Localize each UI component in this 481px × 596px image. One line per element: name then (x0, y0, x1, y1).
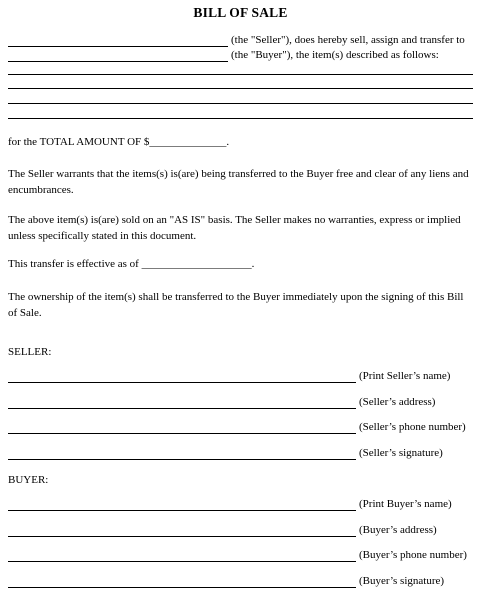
buyer-name-label: (Print Buyer’s name) (359, 498, 452, 510)
seller-name-field[interactable] (8, 382, 356, 383)
seller-phone-field[interactable] (8, 433, 356, 434)
seller-signature-field[interactable] (8, 459, 356, 460)
item-description-line[interactable] (8, 88, 473, 89)
item-description-line[interactable] (8, 103, 473, 104)
as-is-paragraph: The above item(s) is(are) sold on an "AS IS" basis. The Seller makes no warranties, express or implied unless specifically stated in this document. (8, 214, 461, 242)
effective-date-label: This transfer is effective as of (8, 258, 139, 270)
total-amount-label: for the TOTAL AMOUNT OF $ (8, 136, 150, 148)
seller-intro-text: (the "Seller"), does hereby sell, assign and transfer to (231, 34, 465, 46)
seller-name-label: (Print Seller’s name) (359, 370, 451, 382)
seller-address-label: (Seller’s address) (359, 396, 436, 408)
buyer-phone-label: (Buyer’s phone number) (359, 549, 467, 561)
buyer-heading: BUYER: (8, 474, 49, 486)
document-title: BILL OF SALE (193, 5, 288, 20)
warranty-paragraph: The Seller warrants that the items(s) is(are) being transferred to the Buyer free and clear of any liens and encumbrances. (8, 168, 469, 196)
total-amount-blank[interactable]: ______________ (149, 136, 227, 148)
item-description-line[interactable] (8, 74, 473, 75)
buyer-name-field[interactable] (8, 510, 356, 511)
seller-heading: SELLER: (8, 346, 52, 358)
seller-address-field[interactable] (8, 408, 356, 409)
effective-date-period: . (251, 258, 255, 270)
seller-signature-label: (Seller’s signature) (359, 447, 443, 459)
buyer-intro-text: (the "Buyer"), the item(s) described as follows: (231, 49, 439, 61)
effective-date-line (8, 258, 254, 270)
buyer-address-field[interactable] (8, 536, 356, 537)
buyer-phone-field[interactable] (8, 561, 356, 562)
total-amount-period: . (226, 136, 230, 148)
seller-name-blank[interactable] (8, 46, 228, 47)
buyer-signature-field[interactable] (8, 587, 356, 588)
buyer-address-label: (Buyer’s address) (359, 524, 437, 536)
total-amount-line (8, 136, 229, 148)
buyer-signature-label: (Buyer’s signature) (359, 575, 445, 587)
seller-phone-label: (Seller’s phone number) (359, 421, 466, 433)
item-description-line[interactable] (8, 118, 473, 119)
ownership-paragraph: The ownership of the item(s) shall be transferred to the Buyer immediately upon the signing of this Bill of Sale. (8, 291, 464, 319)
effective-date-blank[interactable]: ____________________ (141, 258, 252, 270)
buyer-name-blank[interactable] (8, 61, 228, 62)
